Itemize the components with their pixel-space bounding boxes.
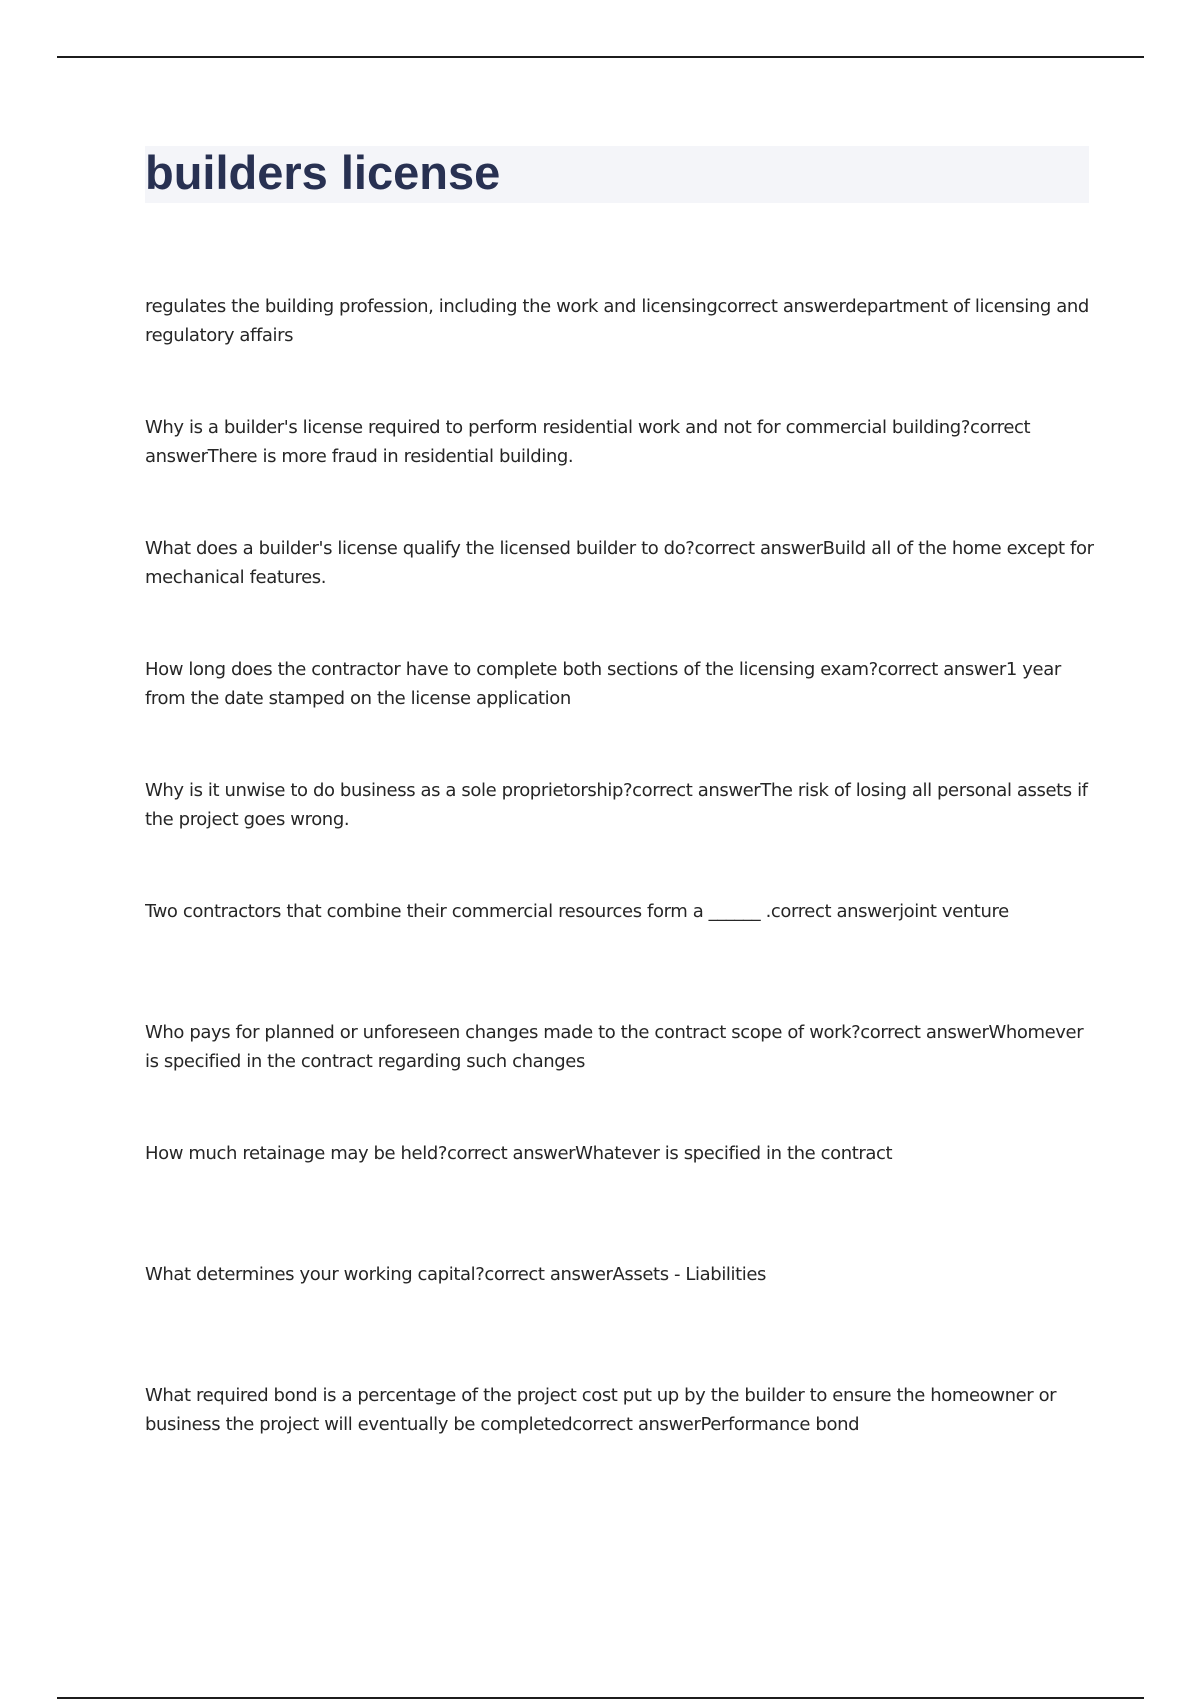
flashcard-item: What determines your working capital?correct answerAssets - Liabilities	[145, 1264, 767, 1285]
flashcard-item: How much retainage may be held?correct answerWhatever is specified in the contract	[145, 1143, 893, 1164]
flashcard-item: Two contractors that combine their commercial resources form a ______ .correct answerjoint venture	[145, 901, 1009, 922]
flashcard-item: How long does the contractor have to complete both sections of the licensing exam?correct answer1 year from the date stamped on the license application	[145, 659, 1061, 709]
flashcard-item: Who pays for planned or unforeseen changes made to the contract scope of work?correct answerWhomever is specified in the contract regarding such changes	[145, 1022, 1084, 1072]
page-title: builders license	[145, 146, 501, 199]
flashcard-item: What required bond is a percentage of the project cost put up by the builder to ensure the homeowner or business the project will eventually be completedcorrect answerPerformance bond	[145, 1385, 1057, 1435]
flashcard-item: regulates the building profession, including the work and licensingcorrect answerdepartment of licensing and regulatory affairs	[145, 296, 1089, 346]
flashcard-item: Why is a builder's license required to perform residential work and not for commercial building?correct answerThere is more fraud in residential building.	[145, 417, 1031, 467]
top-rule	[57, 56, 1144, 58]
bottom-rule	[57, 1697, 1144, 1699]
flashcard-list	[145, 292, 1095, 1502]
flashcard-item: What does a builder's license qualify the licensed builder to do?correct answerBuild all of the home except for mechanical features.	[145, 538, 1094, 588]
flashcard-item: Why is it unwise to do business as a sole proprietorship?correct answerThe risk of losing all personal assets if the project goes wrong.	[145, 780, 1088, 830]
